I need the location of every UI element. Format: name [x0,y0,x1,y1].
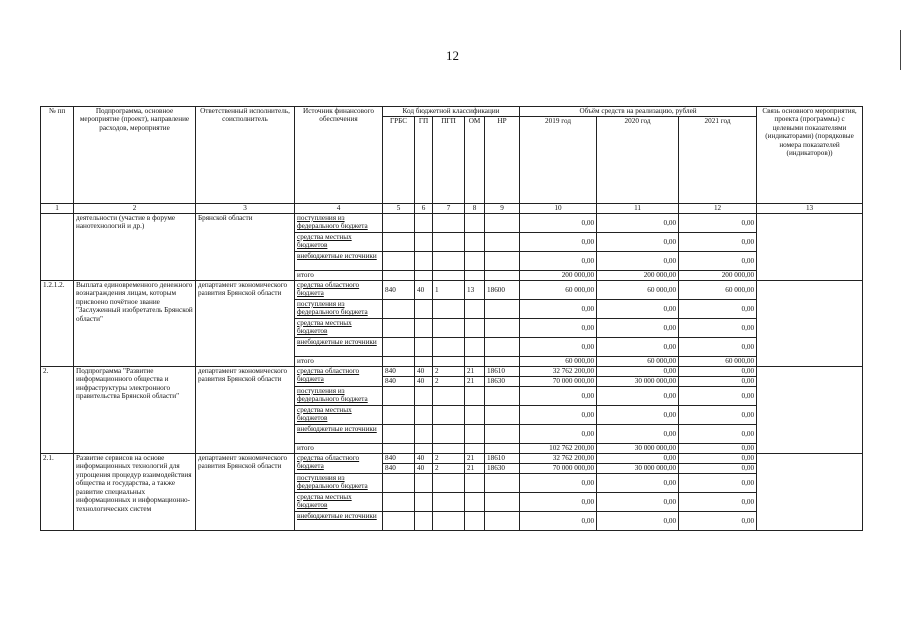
source-extra: внебюджетные источники [295,425,383,444]
code-np: 18630 [485,464,520,474]
row-program: Выплата единовременного денежного вознаграждения лицам, которым присвоено почётное звание "Заслуженный изобретатель Брянской области" [74,281,196,367]
row-link [757,214,863,281]
header-program: Подпрограмма, основное мероприятие (проект), направление расходов, мероприятие [74,107,196,204]
code-np: 18610 [485,367,520,377]
value-2019: 0,00 [520,252,597,271]
code-om: 13 [465,281,485,300]
row-executor: департамент экономического развития Брянской области [196,454,295,531]
col-num: 1 [41,204,74,214]
col-num: 3 [196,204,295,214]
value-2020: 0,00 [597,367,679,377]
col-num: 12 [679,204,757,214]
source-local: средства местных бюджетов [295,319,383,338]
value-2021: 0,00 [679,464,757,474]
code-pgp: 2 [433,464,465,474]
row-num: 1.2.1.2. [41,281,74,367]
value-2021: 0,00 [679,512,757,531]
col-num: 7 [433,204,465,214]
budget-table [40,106,863,531]
row-executor: департамент экономического развития Брянской области [196,367,295,454]
source-total: итого [295,271,383,281]
value-2021: 0,00 [679,493,757,512]
value-2021: 0,00 [679,425,757,444]
code-grbs: 840 [383,281,415,300]
value-2020: 0,00 [597,474,679,493]
value-2019: 0,00 [520,319,597,338]
code-np: 18630 [485,377,520,387]
source-regional: средства областного бюджета [295,454,383,474]
col-num: 5 [383,204,415,214]
value-2019: 60 000,00 [520,281,597,300]
value-2019: 0,00 [520,512,597,531]
value-2020: 30 000 000,00 [597,464,679,474]
source-total: итого [295,357,383,367]
total-2019: 200 000,00 [520,271,597,281]
value-2019: 0,00 [520,387,597,406]
total-2019: 60 000,00 [520,357,597,367]
value-2020: 30 000 000,00 [597,377,679,387]
code-pgp: 2 [433,454,465,464]
code-np: 18600 [485,281,520,300]
header-2021: 2021 год [679,117,757,204]
value-2020: 60 000,00 [597,281,679,300]
code-gp: 40 [415,281,433,300]
value-2021: 0,00 [679,387,757,406]
value-2020: 0,00 [597,233,679,252]
code-gp: 40 [415,377,433,387]
value-2021: 0,00 [679,252,757,271]
total-2020: 60 000,00 [597,357,679,367]
row-link [757,454,863,531]
source-federal: поступления из федерального бюджета [295,214,383,233]
col-num: 10 [520,204,597,214]
scan-edge-mark [900,30,901,70]
source-federal: поступления из федерального бюджета [295,387,383,406]
col-num: 8 [465,204,485,214]
value-2020: 0,00 [597,454,679,464]
row-num [41,214,74,281]
value-2020: 0,00 [597,493,679,512]
value-2019: 0,00 [520,233,597,252]
value-2020: 0,00 [597,300,679,319]
code-grbs: 840 [383,367,415,377]
header-gp: ГП [415,117,433,204]
value-2021: 0,00 [679,214,757,233]
header-2019: 2019 год [520,117,597,204]
header-source: Источник финансового обеспечения [295,107,383,204]
code-om: 21 [465,464,485,474]
row-executor: департамент экономического развития Брянской области [196,281,295,367]
row-program: Развитие сервисов на основе информационных технологий для упрощения процедур взаимодействия общества и государства, а также развитие специальных информационных и информационно-технологических систем [74,454,196,531]
code-gp: 40 [415,454,433,464]
table-row [41,454,863,464]
col-num: 2 [74,204,196,214]
value-2019: 0,00 [520,425,597,444]
row-link [757,281,863,367]
total-2019: 102 762 200,00 [520,444,597,454]
value-2020: 0,00 [597,214,679,233]
source-total: итого [295,444,383,454]
value-2020: 0,00 [597,425,679,444]
value-2019: 0,00 [520,406,597,425]
row-num: 2.1. [41,454,74,531]
code-pgp: 2 [433,367,465,377]
code-gp: 40 [415,464,433,474]
value-2019: 0,00 [520,493,597,512]
value-2021: 0,00 [679,474,757,493]
page-number: 12 [446,48,459,63]
value-2019: 32 762 200,00 [520,367,597,377]
value-2020: 0,00 [597,512,679,531]
source-federal: поступления из федерального бюджета [295,474,383,493]
code-grbs: 840 [383,377,415,387]
column-number-row [41,204,863,214]
code-om: 21 [465,454,485,464]
value-2021: 0,00 [679,300,757,319]
row-program: деятельности (участие в форуме нанотехнологий и др.) [74,214,196,281]
source-extra: внебюджетные источники [295,512,383,531]
header-pgp: ПГП [433,117,465,204]
code-om: 21 [465,367,485,377]
value-2021: 0,00 [679,319,757,338]
total-2021: 200 000,00 [679,271,757,281]
value-2019: 0,00 [520,300,597,319]
source-extra: внебюджетные источники [295,338,383,357]
source-local: средства местных бюджетов [295,493,383,512]
code-om: 21 [465,377,485,387]
header-budget-code: Код бюджетной классификации [383,107,520,117]
value-2020: 0,00 [597,319,679,338]
col-num: 9 [485,204,520,214]
total-2021: 0,00 [679,444,757,454]
value-2019: 0,00 [520,338,597,357]
row-executor: Брянской области [196,214,295,281]
source-regional: средства областного бюджета [295,281,383,300]
source-local: средства местных бюджетов [295,233,383,252]
total-2020: 200 000,00 [597,271,679,281]
col-num: 13 [757,204,863,214]
table-row [41,367,863,377]
source-federal: поступления из федерального бюджета [295,300,383,319]
header-om: ОМ [465,117,485,204]
row-link [757,367,863,454]
value-2019: 32 762 200,00 [520,454,597,464]
code-grbs: 840 [383,454,415,464]
value-2020: 0,00 [597,338,679,357]
code-gp: 40 [415,367,433,377]
value-2020: 0,00 [597,387,679,406]
value-2020: 0,00 [597,252,679,271]
header-link: Связь основного мероприятия, проекта (программы) с целевыми показателями (индикаторами) (порядковые номера показателей (индикаторов)) [757,107,863,204]
col-num: 11 [597,204,679,214]
value-2021: 0,00 [679,454,757,464]
col-num: 4 [295,204,383,214]
header-funds: Объём средств на реализацию, рублей [520,107,757,117]
header-row [41,107,863,117]
header-num: № пп [41,107,74,204]
total-2021: 60 000,00 [679,357,757,367]
value-2019: 0,00 [520,474,597,493]
value-2019: 0,00 [520,214,597,233]
value-2021: 0,00 [679,377,757,387]
value-2021: 0,00 [679,367,757,377]
source-local: средства местных бюджетов [295,406,383,425]
value-2019: 70 000 000,00 [520,464,597,474]
value-2021: 0,00 [679,406,757,425]
source-regional: средства областного бюджета [295,367,383,387]
col-num: 6 [415,204,433,214]
table-row [41,281,863,300]
value-2020: 0,00 [597,406,679,425]
table-row [41,214,863,233]
value-2021: 0,00 [679,233,757,252]
value-2021: 0,00 [679,338,757,357]
header-grbs: ГРБС [383,117,415,204]
value-2021: 60 000,00 [679,281,757,300]
code-pgp: 2 [433,377,465,387]
code-pgp: 1 [433,281,465,300]
row-program: Подпрограмма "Развитие информационного общества и инфраструктуры электронного правительства Брянской области" [74,367,196,454]
code-grbs: 840 [383,464,415,474]
code-np: 18610 [485,454,520,464]
source-extra: внебюджетные источники [295,252,383,271]
row-num: 2. [41,367,74,454]
value-2019: 70 000 000,00 [520,377,597,387]
header-2020: 2020 год [597,117,679,204]
header-np: НР [485,117,520,204]
total-2020: 30 000 000,00 [597,444,679,454]
header-executor: Ответственный исполнитель, соисполнитель [196,107,295,204]
